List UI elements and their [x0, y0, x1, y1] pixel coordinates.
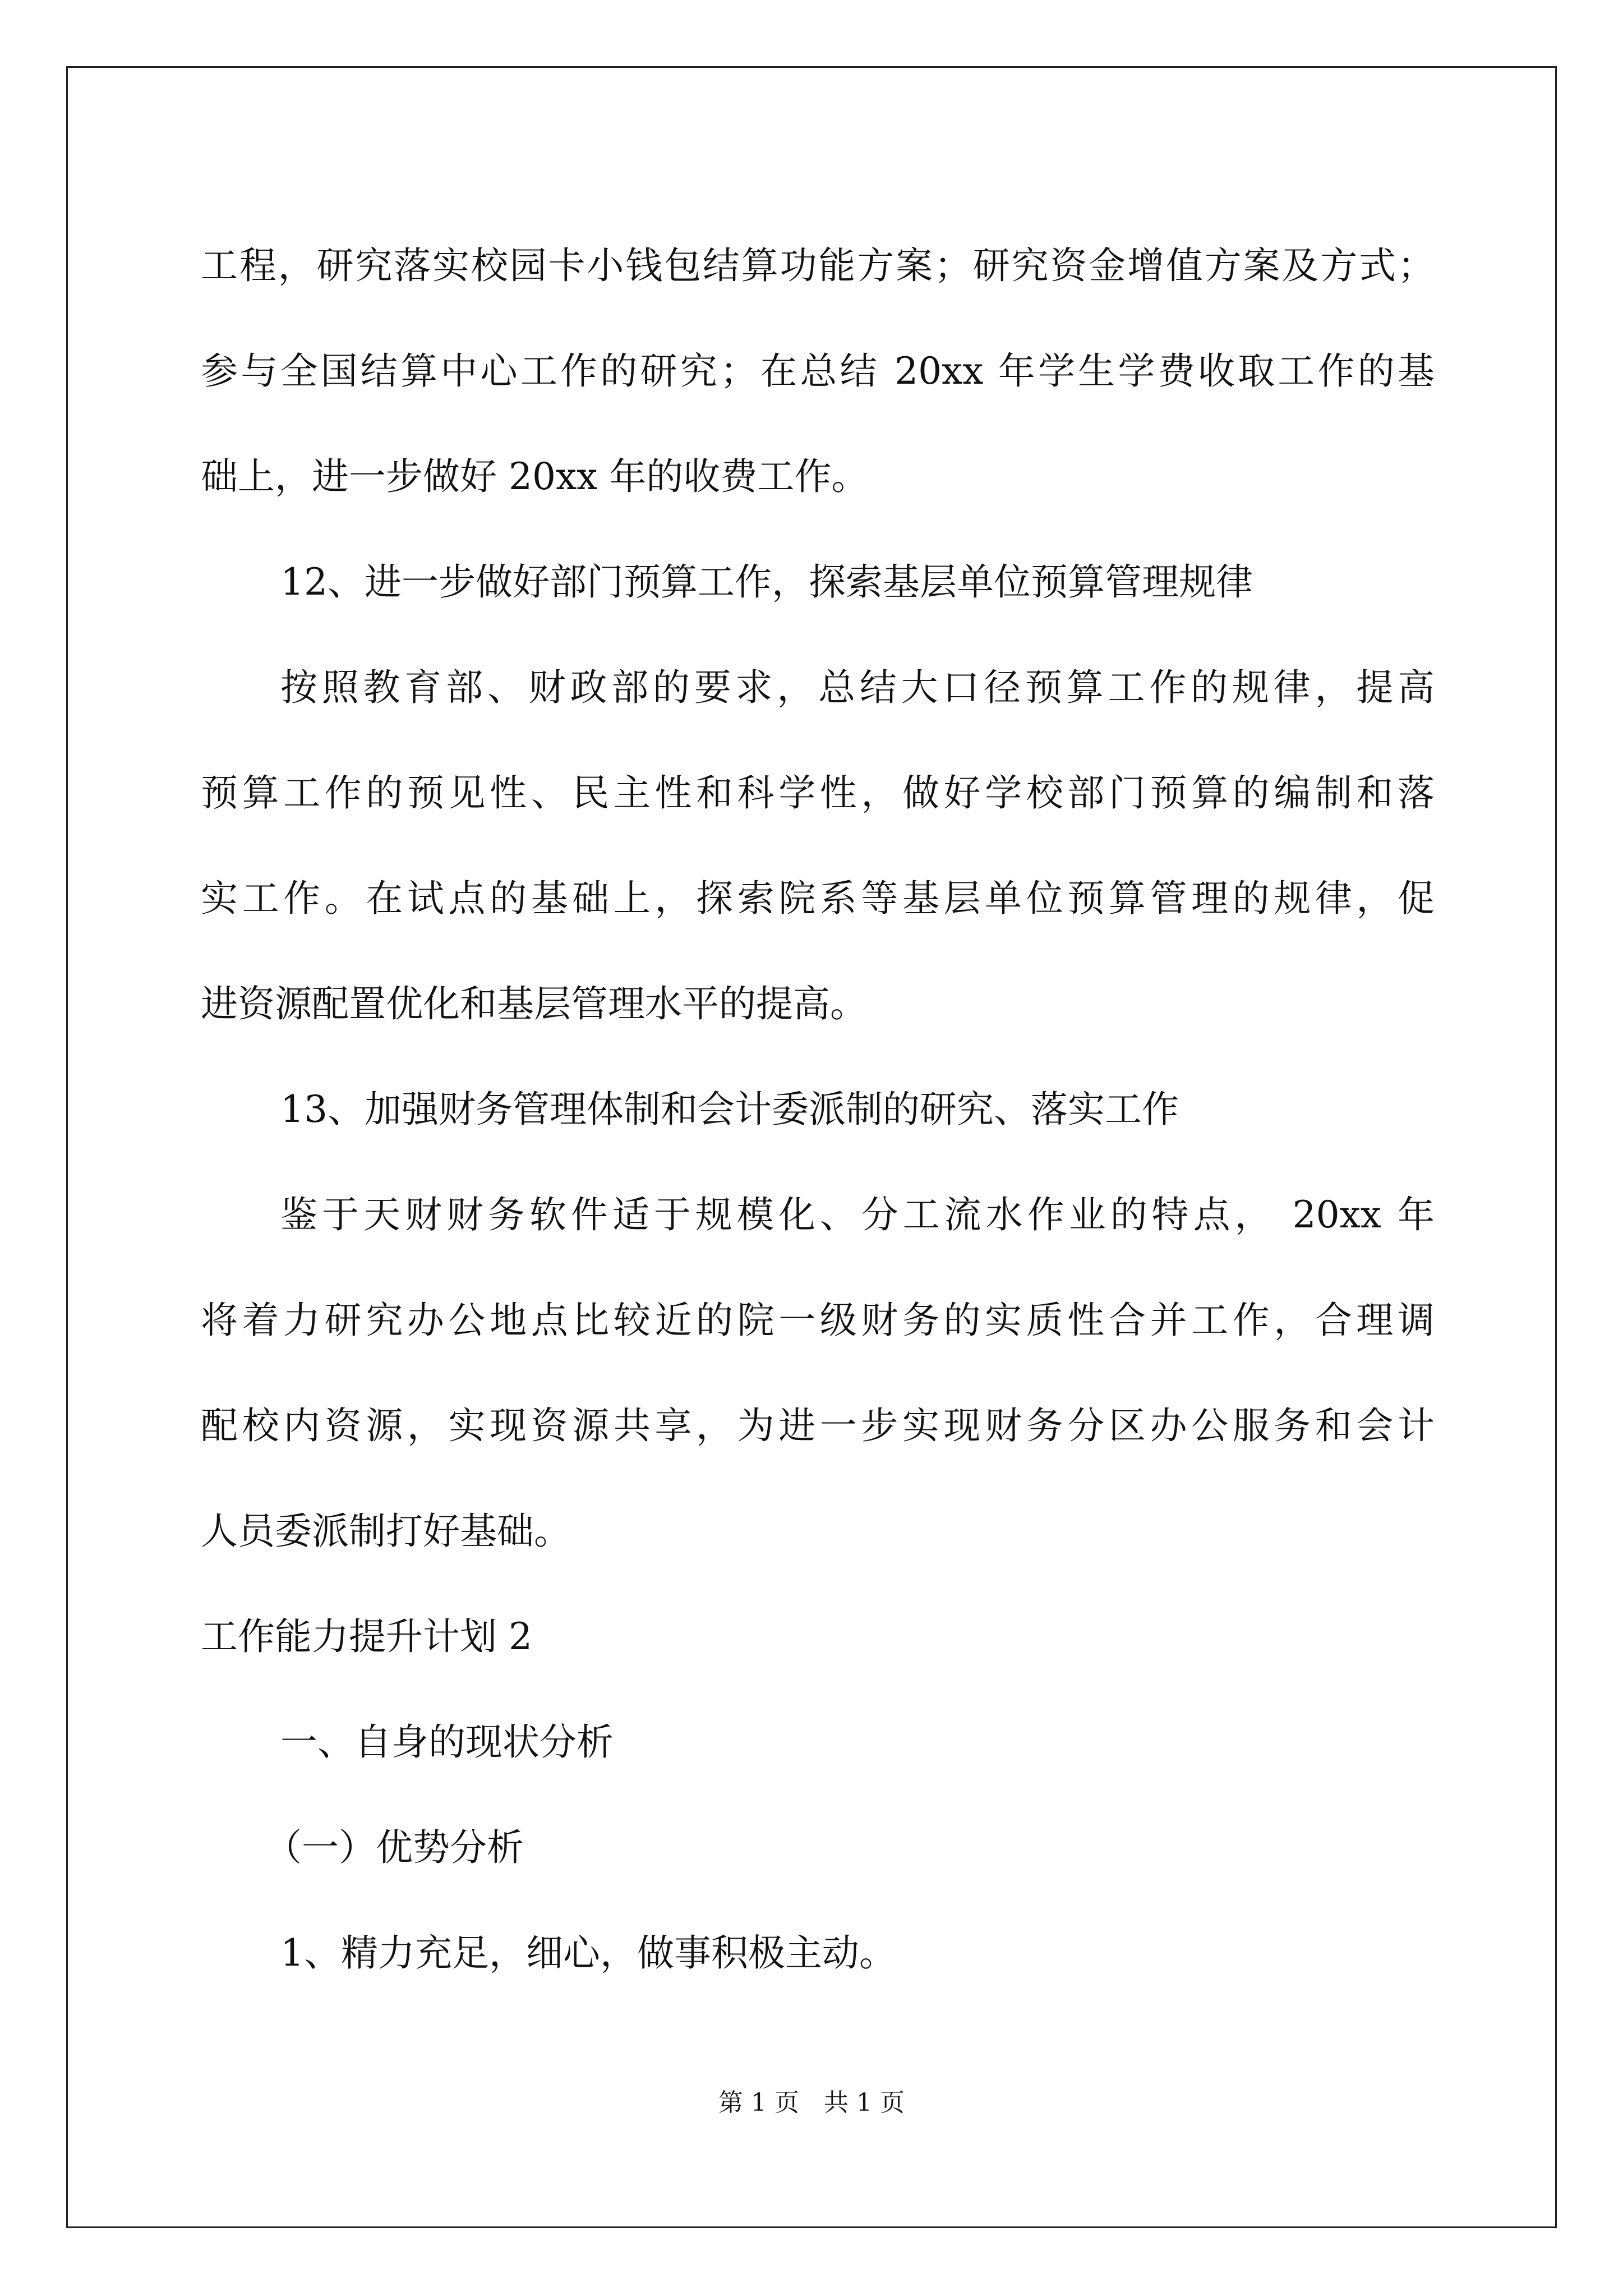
text-line: 按照教育部、财政部的要求，总结大口径预算工作的规律，提高 — [280, 666, 1435, 709]
subsection-heading: （一）优势分析 — [265, 1826, 524, 1869]
document-title: 工作能力提升计划 2 — [201, 1615, 532, 1658]
text-line: 人员委派制打好基础。 — [201, 1510, 571, 1553]
text-line: 工程，研究落实校园卡小钱包结算功能方案；研究资金增值方案及方式； — [201, 244, 1435, 287]
text-line: 参与全国结算中心工作的研究；在总结 20xx 年学生学费收取工作的基 — [201, 349, 1435, 393]
text-line: 配校内资源，实现资源共享，为进一步实现财务分区办公服务和会计 — [201, 1404, 1435, 1447]
section-heading: 12、进一步做好部门预算工作，探索基层单位预算管理规律 — [280, 560, 1253, 604]
text-line: 预算工作的预见性、民主性和科学性，做好学校部门预算的编制和落 — [201, 771, 1435, 815]
text-line: 实工作。在试点的基础上，探索院系等基层单位预算管理的规律，促 — [201, 877, 1435, 920]
text-line: 础上，进一步做好 20xx 年的收费工作。 — [201, 455, 869, 498]
text-line: 将着力研究办公地点比较近的院一级财务的实质性合并工作，合理调 — [201, 1299, 1435, 1342]
document-body — [201, 213, 1435, 2006]
text-line: 进资源配置优化和基层管理水平的提高。 — [201, 982, 867, 1025]
list-item: 1、精力充足，细心，做事积极主动。 — [280, 1931, 896, 1975]
text-block — [201, 213, 1435, 2006]
text-line: 鉴于天财财务软件适于规模化、分工流水作业的特点， 20xx 年 — [280, 1193, 1435, 1236]
page-footer: 第 1 页 共 1 页 — [718, 2088, 905, 2117]
section-heading: 一、自身的现状分析 — [280, 1720, 614, 1764]
section-heading: 13、加强财务管理体制和会计委派制的研究、落实工作 — [280, 1088, 1179, 1131]
